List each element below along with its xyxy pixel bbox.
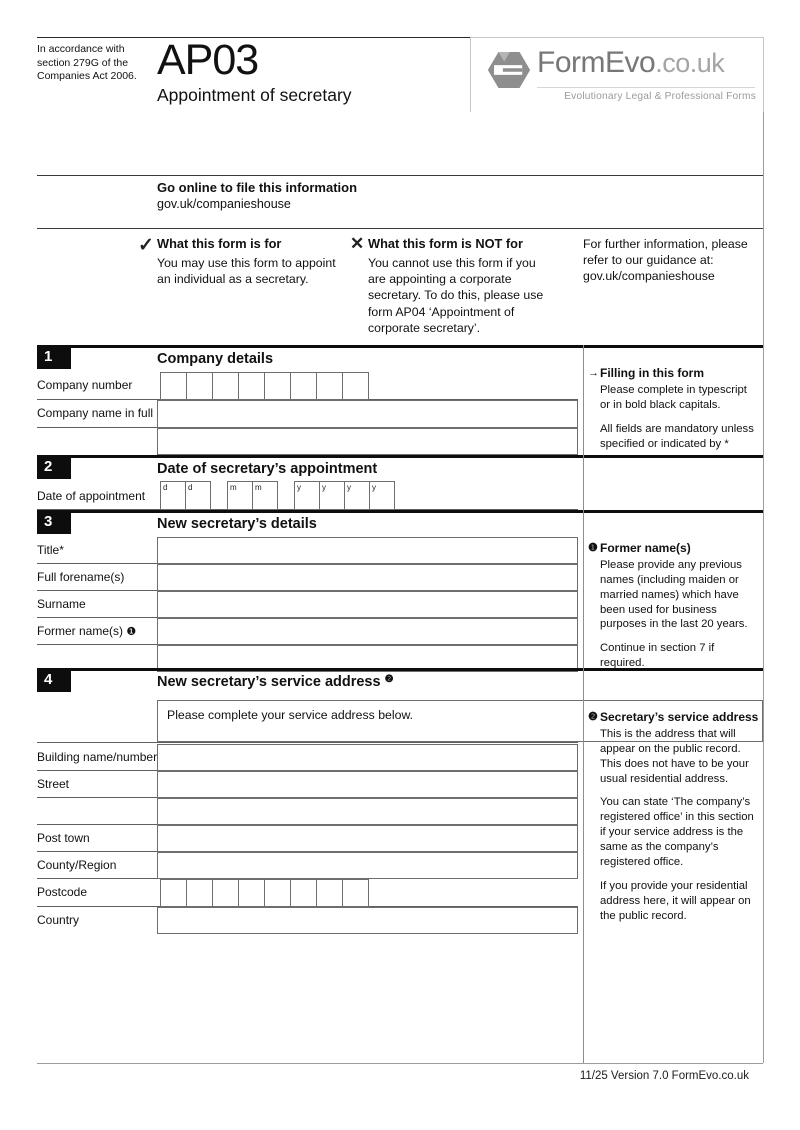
postcode-cell-8[interactable] xyxy=(342,879,369,907)
note-service-p3: If you provide your residential address here, it will appear on the public record. xyxy=(600,879,751,922)
sidebar-note-service-address xyxy=(588,710,760,933)
street-row-2 xyxy=(37,798,578,825)
online-filing-url: gov.uk/companieshouse xyxy=(157,197,291,211)
right-margin-rule xyxy=(763,37,764,1063)
county-region-row xyxy=(37,852,578,879)
section-1-number: 1 xyxy=(37,345,71,369)
date-of-appointment-row xyxy=(37,481,578,510)
what-for-body: You may use this form to appoint an individual as a secretary. xyxy=(157,255,336,287)
postcode-cell-6[interactable] xyxy=(290,879,317,907)
arrow-icon: → xyxy=(588,367,599,379)
further-information xyxy=(583,236,761,285)
title-input[interactable] xyxy=(157,537,578,564)
note-service-title: ❷ Secretary’s service address xyxy=(588,710,759,724)
what-not-for-body: You cannot use this form if you are appointing a corporate secretary. To do this, please use form AP04 ‘Appointment of corporate secretary’. xyxy=(368,255,544,335)
street-input-2[interactable] xyxy=(157,798,578,825)
company-number-row xyxy=(37,372,578,400)
footer-rule xyxy=(37,1063,763,1064)
post-town-input[interactable] xyxy=(157,825,578,852)
country-label: Country xyxy=(37,913,80,927)
date-day-cell-1[interactable]: d xyxy=(160,481,186,510)
legal-reference: In accordance with section 279G of the Companies Act 2006. xyxy=(37,43,137,83)
formevo-logo xyxy=(470,37,764,112)
forenames-label: Full forename(s) xyxy=(37,570,125,584)
company-number-cell-1[interactable] xyxy=(160,372,187,400)
logo-tagline: Evolutionary Legal & Professional Forms xyxy=(564,91,756,102)
formevo-wordmark: FormEvo.co.uk xyxy=(537,46,725,79)
section-bar xyxy=(37,345,763,348)
postcode-cell-2[interactable] xyxy=(186,879,213,907)
country-row xyxy=(37,907,578,933)
form-code: AP03 xyxy=(157,36,259,84)
form-title: Appointment of secretary xyxy=(157,85,352,105)
what-for-heading: What this form is for xyxy=(157,236,282,251)
postcode-row xyxy=(37,879,578,907)
note-former-title: ❶ Former name(s) xyxy=(588,541,691,555)
company-number-cell-8[interactable] xyxy=(342,372,369,400)
sidebar-note-filling-in-this-form xyxy=(588,366,760,460)
date-year-cell-1[interactable]: y xyxy=(294,481,320,510)
service-address-instruction-box[interactable]: Please complete your service address below. xyxy=(157,700,763,742)
date-day-cell-2[interactable]: d xyxy=(185,481,211,510)
online-filing-heading: Go online to file this information xyxy=(157,180,358,195)
company-name-input[interactable] xyxy=(157,400,578,428)
former-names-input[interactable] xyxy=(157,618,578,645)
note-service-p1: This is the address that will appear on the public record. This does not have to be your usual residential address. xyxy=(600,727,749,785)
note-service-p2: You can state ‘The company’s registered office’ in this section if your service address is the same as the company’s registered office. xyxy=(600,796,754,869)
further-info-url: gov.uk/companieshouse xyxy=(583,269,715,284)
section-1-title: Company details xyxy=(157,351,274,367)
postcode-cell-7[interactable] xyxy=(316,879,343,907)
footer-version: 11/25 Version 7.0 FormEvo.co.uk xyxy=(579,1070,749,1082)
what-not-for-heading: What this form is NOT for xyxy=(368,236,523,251)
service-address-marker-icon: ❷ xyxy=(384,674,394,685)
street-row xyxy=(37,771,578,798)
former-names-row xyxy=(37,618,578,645)
postcode-label: Postcode xyxy=(37,885,88,899)
marker-2-icon: ❷ xyxy=(588,711,598,723)
what-form-is-for xyxy=(157,236,339,287)
further-info-text: For further information, please refer to our guidance at: xyxy=(583,237,748,268)
note-former-p2: Continue in section 7 if required. xyxy=(600,642,715,670)
building-label: Building name/number xyxy=(37,750,158,764)
section-4-number: 4 xyxy=(37,668,71,692)
cross-icon: ✕ xyxy=(350,234,365,253)
logo-divider xyxy=(537,87,755,88)
date-month-cell-2[interactable]: m xyxy=(252,481,278,510)
country-input[interactable] xyxy=(157,907,578,934)
surname-row xyxy=(37,591,578,618)
instruction-underline xyxy=(37,741,578,743)
surname-input[interactable] xyxy=(157,591,578,618)
surname-label: Surname xyxy=(37,597,86,611)
band-bottom-rule xyxy=(37,228,763,229)
former-names-marker-icon: ❶ xyxy=(126,626,137,638)
company-number-cell-2[interactable] xyxy=(186,372,213,400)
company-name-row-2 xyxy=(37,428,578,454)
postcode-cell-5[interactable] xyxy=(264,879,291,907)
company-number-cell-7[interactable] xyxy=(316,372,343,400)
date-year-cell-4[interactable]: y xyxy=(369,481,395,510)
company-number-cell-5[interactable] xyxy=(264,372,291,400)
street-label: Street xyxy=(37,777,70,791)
note-filling-title: → Filling in this form xyxy=(588,366,704,380)
date-of-appointment-label: Date of appointment xyxy=(37,489,146,503)
title-label: Title* xyxy=(37,543,64,557)
section-2-number: 2 xyxy=(37,455,71,479)
forenames-row xyxy=(37,564,578,591)
company-name-input-2[interactable] xyxy=(157,428,578,455)
postcode-cell-3[interactable] xyxy=(212,879,239,907)
company-number-cell-4[interactable] xyxy=(238,372,265,400)
former-names-label: Former name(s) ❶ xyxy=(37,624,137,638)
formevo-hexagon-icon xyxy=(487,48,531,92)
note-filling-p2: All fields are mandatory unless specified or indicated by * xyxy=(600,422,754,450)
date-year-cell-3[interactable]: y xyxy=(344,481,370,510)
postcode-cell-4[interactable] xyxy=(238,879,265,907)
building-row xyxy=(37,744,578,771)
county-region-label: County/Region xyxy=(37,858,117,872)
company-number-label: Company number xyxy=(37,378,133,392)
note-filling-p1: Please complete in typescript or in bold black capitals. xyxy=(600,383,747,411)
check-icon: ✓ xyxy=(138,235,154,256)
street-input[interactable] xyxy=(157,771,578,798)
post-town-row xyxy=(37,825,578,852)
postcode-cell-1[interactable] xyxy=(160,879,187,907)
county-region-input[interactable] xyxy=(157,852,578,879)
title-row xyxy=(37,537,578,564)
section-4-title: New secretary’s service address $^❷$ xyxy=(157,674,394,690)
section-3-number: 3 xyxy=(37,510,71,534)
section-date-of-appointment xyxy=(37,455,763,510)
date-year-cell-2[interactable]: y xyxy=(319,481,345,510)
sidebar-divider xyxy=(583,345,584,1063)
marker-1-icon: ❶ xyxy=(588,542,598,554)
section-2-title: Date of secretary’s appointment xyxy=(157,461,378,477)
building-input[interactable] xyxy=(157,744,578,771)
note-former-p1: Please provide any previous names (including maiden or married names) which have been used for business purposes in the last 20 years. xyxy=(600,558,748,631)
section-bar xyxy=(37,510,763,513)
band-top-rule xyxy=(37,175,763,176)
company-name-label: Company name in full xyxy=(37,406,154,420)
sidebar-note-former-names xyxy=(588,541,760,680)
what-form-is-not-for xyxy=(368,236,552,336)
date-month-cell-1[interactable]: m xyxy=(227,481,253,510)
post-town-label: Post town xyxy=(37,831,90,845)
section-3-title: New secretary’s details xyxy=(157,516,317,532)
company-name-row xyxy=(37,400,578,428)
forenames-input[interactable] xyxy=(157,564,578,591)
company-number-cell-6[interactable] xyxy=(290,372,317,400)
company-number-cell-3[interactable] xyxy=(212,372,239,400)
